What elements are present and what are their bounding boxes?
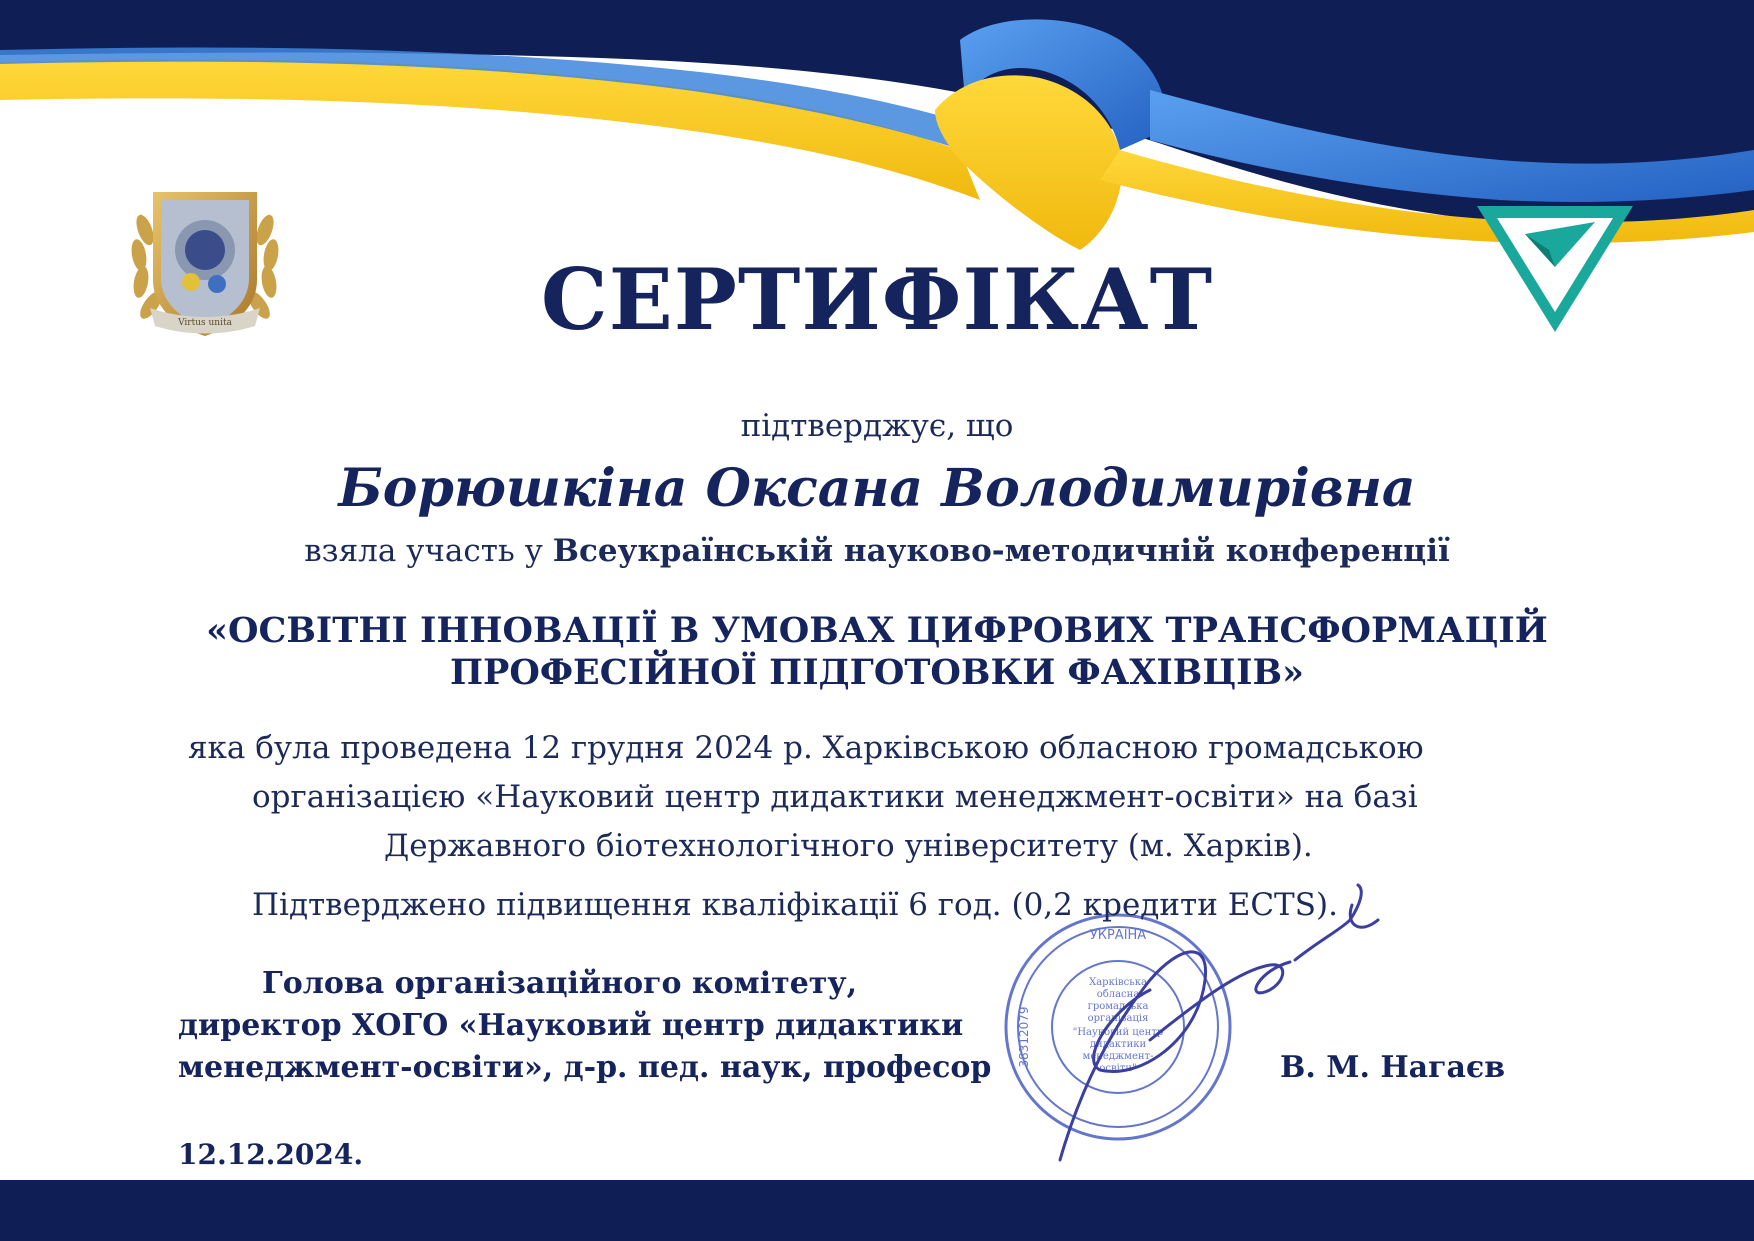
stamp-code: 38312079 [1017, 1006, 1031, 1068]
signatory-line-2: директор ХОГО «Науковий центр дидактики [178, 1008, 964, 1043]
emblem-motto: Virtus unita [178, 318, 232, 328]
signatory-line-3: менеджмент-освіти», д-р. пед. наук, професор [178, 1050, 992, 1085]
participation-event: Всеукраїнській науково-методичній конференції [552, 533, 1450, 569]
stamp-inner-line: менеджмент- [1082, 1051, 1154, 1062]
conference-title-line2: ПРОФЕСІЙНОЇ ПІДГОТОВКИ ФАХІВЦІВ» [449, 652, 1305, 693]
body-line-3: Державного біотехнологічного університету (м. Харків). [384, 828, 1313, 864]
signatory-name: В. М. Нагаєв [1280, 1050, 1506, 1085]
participation-prefix: взяла участь у [304, 533, 543, 569]
stamp-inner-line: громадська [1087, 1001, 1149, 1012]
recipient-name: Борюшкіна Оксана Володимирівна [338, 458, 1416, 519]
stamp-inner-line: організація [1087, 1013, 1149, 1024]
stamp-inner-line: Харківська [1089, 977, 1147, 988]
confirms-text: підтверджує, що [740, 408, 1014, 444]
qualification-line: Підтверджено підвищення кваліфікації 6 год. (0,2 кредити ECTS). [252, 887, 1338, 923]
stamp-top-text: УКРАЇНА [1089, 928, 1147, 943]
signatory-line-1: Голова організаційного комітету, [262, 966, 858, 1001]
participation-line [0, 533, 1754, 569]
conference-title-line1: «ОСВІТНІ ІННОВАЦІЇ В УМОВАХ ЦИФРОВИХ ТРАНСФОРМАЦІЙ [206, 610, 1548, 651]
stamp-inner-line: освіти" [1099, 1063, 1137, 1074]
body-line-2: організацією «Науковий центр дидактики менеджмент-освіти» на базі [252, 779, 1418, 815]
certificate-title: СЕРТИФІКАТ [540, 250, 1214, 349]
stamp-inner-line: "Науковий центр [1072, 1027, 1164, 1038]
stamp-inner-line: дидактики [1089, 1039, 1147, 1050]
footer-band [0, 1180, 1754, 1241]
certificate-date: 12.12.2024. [178, 1138, 364, 1171]
body-line-1: яка була проведена 12 грудня 2024 р. Харківською обласною громадською [188, 730, 1424, 766]
stamp-inner-line: обласна [1096, 989, 1140, 1000]
